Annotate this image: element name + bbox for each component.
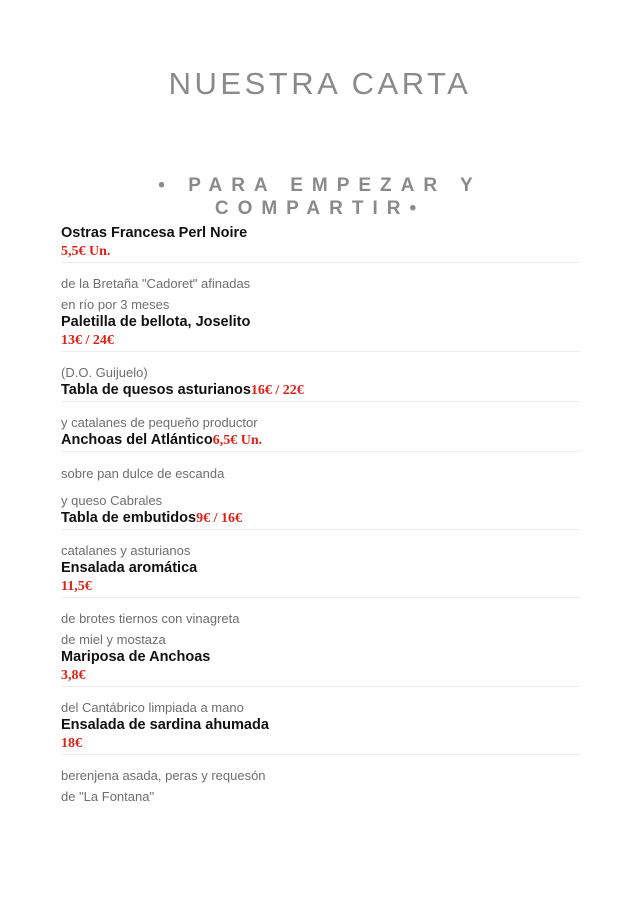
menu-item-header — [61, 224, 580, 263]
menu-item-name: Ensalada aromática — [61, 560, 198, 576]
menu-item-description: de miel y mostaza — [61, 632, 166, 647]
menu-item-name: Paletilla de bellota, Joselito — [61, 314, 251, 330]
menu-item-name: Mariposa de Anchoas — [61, 649, 211, 665]
page-title: NUESTRA CARTA — [168, 66, 472, 101]
menu-item-description: y catalanes de pequeño productor — [61, 415, 258, 430]
menu-item-header — [61, 509, 580, 530]
menu-item-paletilla — [61, 313, 580, 381]
menu-item-header — [61, 716, 580, 755]
menu-item-name: Tabla de quesos asturianos — [61, 382, 251, 398]
menu-item-price: 16€ / 22€ — [250, 383, 304, 398]
menu-item-description: en río por 3 meses — [61, 297, 170, 312]
menu-item-description: sobre pan dulce de escanda — [61, 466, 225, 481]
menu-item-price: 9€ / 16€ — [196, 511, 242, 526]
menu-item-description: (D.O. Guijuelo) — [61, 365, 148, 380]
menu-item-header — [61, 648, 580, 687]
menu-item-anchoas — [61, 431, 580, 509]
menu-item-mariposa — [61, 648, 580, 716]
menu-item-name: Ensalada de sardina ahumada — [61, 717, 269, 733]
menu-item-header — [61, 313, 580, 352]
menu-item-description: catalanes y asturianos — [61, 543, 191, 558]
menu-item-ostras — [61, 224, 580, 313]
menu-item-description: y queso Cabrales — [61, 493, 163, 508]
section-title: • PARA EMPEZAR Y COMPARTIR• — [158, 175, 482, 219]
menu-item-price: 6,5€ Un. — [212, 433, 263, 448]
menu-list — [61, 224, 580, 805]
menu-item-description: del Cantábrico limpiada a mano — [61, 700, 244, 715]
menu-item-price: 18€ — [61, 736, 82, 751]
menu-item-name: Anchoas del Atlántico — [61, 432, 213, 448]
menu-item-price: 11,5€ — [61, 579, 92, 594]
menu-item-quesos — [61, 381, 580, 431]
menu-item-description: de la Bretaña "Cadoret" afinadas — [61, 276, 251, 291]
menu-item-description: de "La Fontana" — [61, 789, 155, 804]
menu-item-description: de brotes tiernos con vinagreta — [61, 611, 240, 626]
menu-item-header — [61, 559, 580, 598]
menu-item-price: 13€ / 24€ — [61, 333, 114, 348]
menu-item-name: Tabla de embutidos — [61, 510, 197, 526]
menu-item-header — [61, 381, 580, 402]
menu-item-price: 5,5€ Un. — [61, 244, 111, 259]
menu-item-sardina — [61, 716, 580, 805]
menu-item-price: 3,8€ — [61, 668, 86, 683]
menu-item-embutidos — [61, 509, 580, 559]
menu-item-description: berenjena asada, peras y requesón — [61, 768, 266, 783]
menu-item-header — [61, 431, 580, 452]
menu-item-name: Ostras Francesa Perl Noire — [61, 225, 248, 241]
menu-item-ensalada-aromatica — [61, 559, 580, 648]
